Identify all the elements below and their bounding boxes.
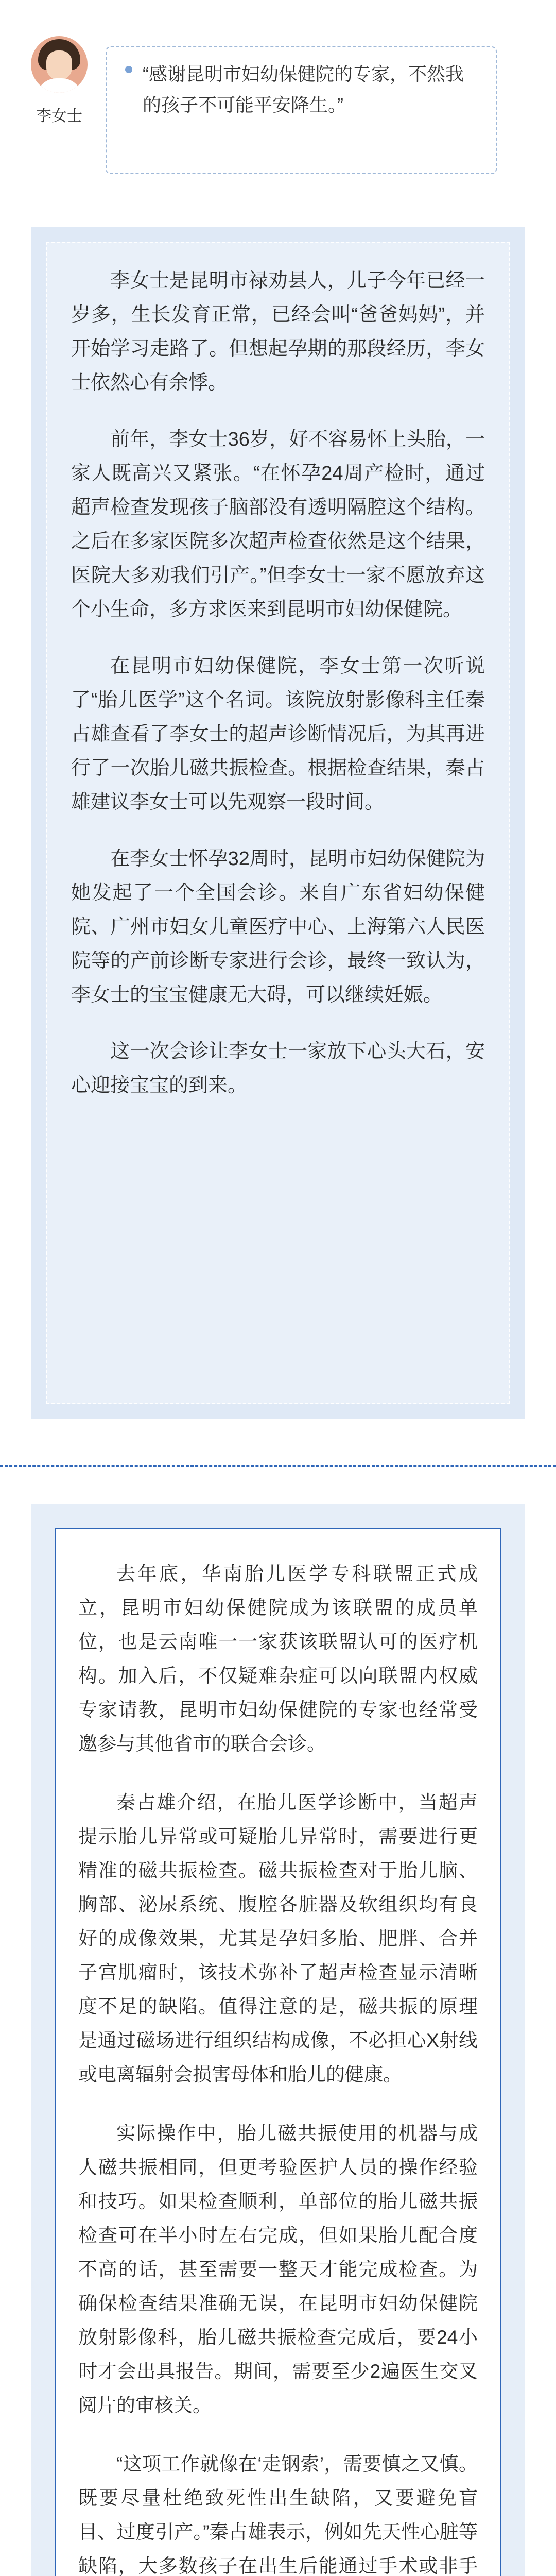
story-section <box>31 227 525 1419</box>
avatar-name: 李女士 <box>36 108 82 125</box>
quote-header <box>0 0 556 206</box>
story-paragraph: 前年，李女士36岁，好不容易怀上头胎，一家人既高兴又紧张。“在怀孕24周产检时，通过超声检查发现孩子脑部没有透明隔腔这个结构。之后在多家医院多次超声检查依然是这个结果，医院大多劝我们引产。”但李女士一家不愿放弃这个小生命，多方求医来到昆明市妇幼保健院。 <box>71 429 485 620</box>
quote-text: “感谢昆明市妇幼保健院的专家，不然我的孩子不可能平安降生。” <box>143 63 464 115</box>
alliance-section <box>31 1504 525 2576</box>
story-paragraph: 李女士是昆明市禄劝县人，儿子今年已经一岁多，生长发育正常，已经会叫“爸爸妈妈”，并开始学习走路了。但想起孕期的那段经历，李女士依然心有余悸。 <box>71 270 485 394</box>
alliance-card <box>55 1528 501 2576</box>
story-paragraph: 在昆明市妇幼保健院，李女士第一次听说了“胎儿医学”这个名词。该院放射影像科主任秦占雄查看了李女士的超声诊断情况后，为其再进行了一次胎儿磁共振检查。根据检查结果，秦占雄建议李女士可以先观察一段时间。 <box>71 655 485 813</box>
alliance-paragraph: 秦占雄介绍，在胎儿医学诊断中，当超声提示胎儿异常或可疑胎儿异常时，需要进行更精准的磁共振检查。磁共振检查对于胎儿脑、胸部、泌尿系统、腹腔各脏器及软组织均有良好的成像效果，尤其是孕妇多胎、肥胖、合并子宫肌瘤时，该技术弥补了超声检查显示清晰度不足的缺陷。值得注意的是，磁共振的原理是通过磁场进行组织结构成像，不必担心X射线或电离辐射会损害母体和胎儿的健康。 <box>78 1792 478 2085</box>
alliance-paragraph: 去年底，华南胎儿医学专科联盟正式成立，昆明市妇幼保健院成为该联盟的成员单位，也是云南唯一一家获该联盟认可的医疗机构。加入后，不仅疑难杂症可以向联盟内权威专家请教，昆明市妇幼保健院的专家也经常受邀参与其他省市的联合会诊。 <box>78 1563 478 1754</box>
avatar <box>31 36 88 93</box>
story-paragraph: 这一次会诊让李女士一家放下心头大石，安心迎接宝宝的到来。 <box>71 1041 485 1096</box>
story-paragraph: 在李女士怀孕32周时，昆明市妇幼保健院为她发起了一个全国会诊。来自广东省妇幼保健院、广州市妇女儿童医疗中心、上海第六人民医院等的产前诊断专家进行会诊，最终一致认为，李女士的宝宝健康无大碍，可以继续妊娠。 <box>71 848 485 1006</box>
story-card <box>46 242 510 1404</box>
section-divider <box>0 1458 556 1473</box>
alliance-paragraph: 实际操作中，胎儿磁共振使用的机器与成人磁共振相同，但更考验医护人员的操作经验和技巧。如果检查顺利，单部位的胎儿磁共振检查可在半小时左右完成，但如果胎儿配合度不高的话，甚至需要一整天才能完成检查。为确保检查结果准确无误，在昆明市妇幼保健院放射影像科，胎儿磁共振检查完成后，要24小时才会出具报告。期间，需要至少2遍医生交叉阅片的审核关。 <box>78 2123 478 2416</box>
quote-bullet-icon <box>125 66 132 73</box>
quote-box <box>106 46 497 174</box>
alliance-paragraph: “这项工作就像在‘走钢索’，需要慎之又慎。既要尽量杜绝致死性出生缺陷，又要避免盲目、过度引产。”秦占雄表示，例如先天性心脏等缺陷，大多数孩子在出生后能通过手术或非手 <box>78 2453 478 2576</box>
